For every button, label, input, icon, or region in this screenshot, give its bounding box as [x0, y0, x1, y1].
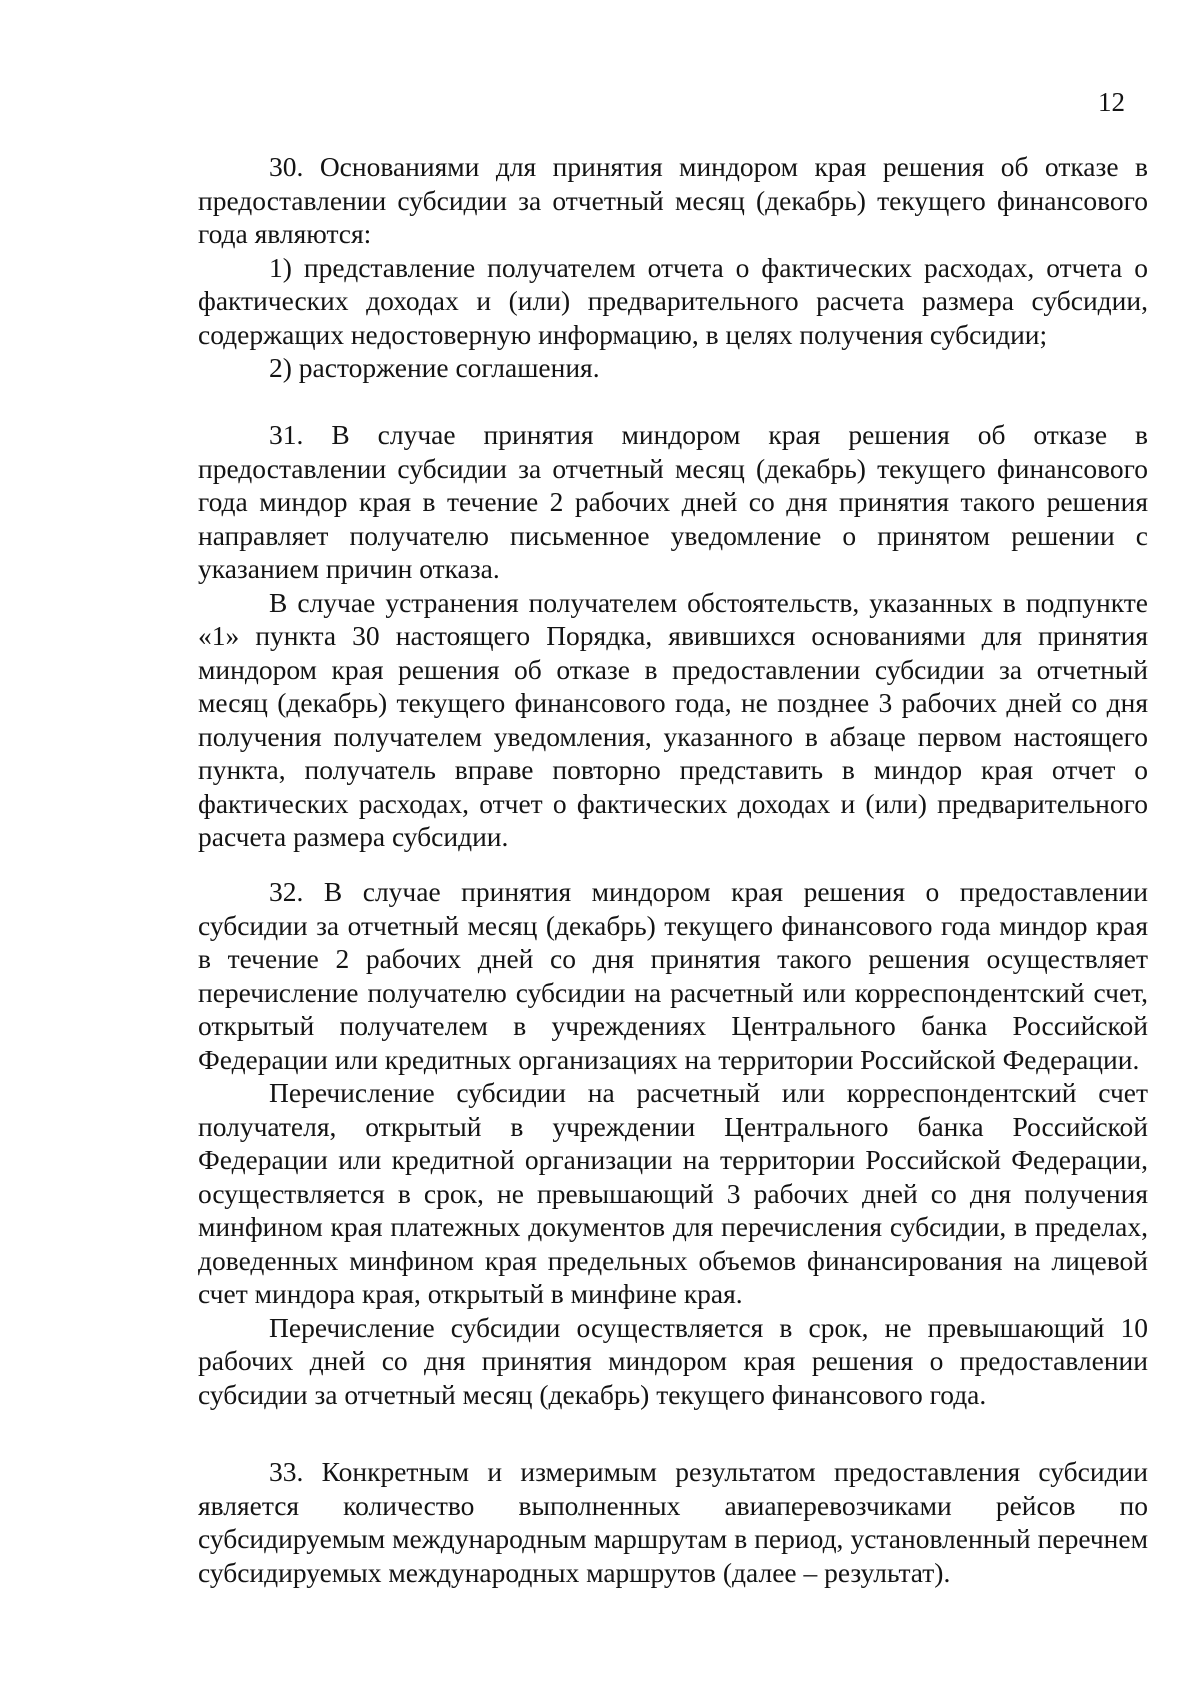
section-32-paragraph-3: Перечисление субсидии осуществляется в срок, не превышающий 10 рабочих дней со дня принятия миндором края решения о предоставлении субсидии за отчетный месяц (декабрь) текущего финансового года.	[198, 1311, 1148, 1410]
section-30-item-2: 2) расторжение соглашения.	[269, 352, 600, 383]
page-number: 12	[1098, 87, 1125, 117]
section-32-paragraph-2: Перечисление субсидии на расчетный или корреспондентский счет получателя, открытый в учреждении Центрального банка Российской Федерации или кредитной организации на территории Российской Федерации, осуществляется в срок, не превышающий 3 рабочих дней со дня получения минфином края платежных документов для перечисления субсидии, в пределах, доведенных минфином края предельных объемов финансирования на лицевой счет миндора края, открытый в минфине края.	[198, 1077, 1148, 1309]
section-30	[198, 150, 1148, 385]
section-32	[198, 875, 1148, 1411]
section-30-item-1: 1) представление получателем отчета о фактических расходах, отчета о фактических доходах и (или) предварительного расчета размера субсидии, содержащих недостоверную информацию, в целях получения субсидии;	[198, 251, 1148, 350]
section-33-paragraph-1: 33. Конкретным и измеримым результатом предоставления субсидии является количество выполненных авиаперевозчиками рейсов по субсидируемым международным маршрутам в период, установленный перечнем субсидируемых международных маршрутов (далее – результат).	[198, 1456, 1148, 1588]
section-32-paragraph-1: 32. В случае принятия миндором края решения о предоставлении субсидии за отчетный месяц (декабрь) текущего финансового года миндор края в течение 2 рабочих дней со дня принятия такого решения осуществляет перечисление получателю субсидии на расчетный или корреспондентский счет, открытый получателем в учреждениях Центрального банка Российской Федерации или кредитных организациях на территории Российской Федерации.	[198, 876, 1148, 1075]
section-31	[198, 418, 1148, 854]
section-31-paragraph-2: В случае устранения получателем обстоятельств, указанных в подпункте «1» пункта 30 настоящего Порядка, явившихся основаниями для принятия миндором края решения об отказе в предоставлении субсидии за отчетный месяц (декабрь) текущего финансового года, не позднее 3 рабочих дней со дня получения получателем уведомления, указанного в абзаце первом настоящего пункта, получатель вправе повторно представить в миндор края отчет о фактических расходах, отчет о фактических доходах и (или) предварительного расчета размера субсидии.	[198, 586, 1148, 852]
section-31-paragraph-1: 31. В случае принятия миндором края решения об отказе в предоставлении субсидии за отчетный месяц (декабрь) текущего финансового года миндор края в течение 2 рабочих дней со дня принятия такого решения направляет получателю письменное уведомление о принятом решении с указанием причин отказа.	[198, 419, 1148, 584]
section-33	[198, 1455, 1148, 1589]
section-30-intro: 30. Основаниями для принятия миндором края решения об отказе в предоставлении субсидии за отчетный месяц (декабрь) текущего финансового года являются:	[198, 151, 1148, 249]
